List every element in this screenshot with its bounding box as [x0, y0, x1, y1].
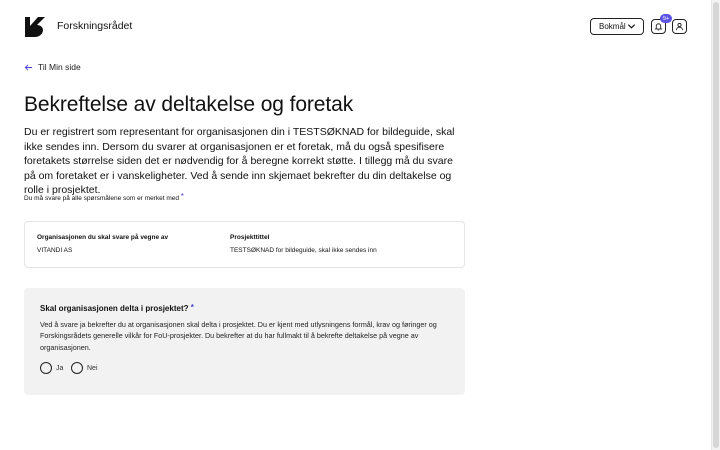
- radio-nei[interactable]: [71, 362, 83, 374]
- participation-question: [24, 288, 465, 395]
- required-star: *: [180, 192, 184, 201]
- intro-text: Du er registrert som representant for organisasjonen din i TESTSØKNAD for bildeguide, skal ikke sendes inn. Dersom du svarer at organisasjonen er et foretak, må du også spesifisere foretakets størrelse siden det er nødvendig for å beregne korrekt støtte. I tillegg må du svare på om foretaket er i vanskeligheter. Ved å sende inn skjemaet bekrefter du din deltakelse og rolle i prosjektet.: [24, 126, 455, 197]
- required-note: [24, 192, 184, 202]
- organisation-value: VITANDI AS: [37, 247, 73, 254]
- forskningsradet-logo[interactable]: [24, 16, 46, 38]
- radio-option-ja[interactable]: [40, 362, 63, 374]
- language-value: Bokmål: [599, 22, 626, 31]
- scrollbar-thumb[interactable]: [713, 2, 719, 448]
- back-link[interactable]: [24, 62, 81, 72]
- organisation-label: Organisasjonen du skal svare på vegne av: [37, 234, 169, 241]
- project-title-value: TESTSØKNAD for bildeguide, skal ikke sendes inn: [230, 247, 377, 254]
- language-select[interactable]: [590, 18, 644, 35]
- project-info: [230, 234, 377, 254]
- project-title-label: Prosjekttittel: [230, 234, 270, 241]
- page-title: Bekreftelse av deltakelse og foretak: [24, 93, 354, 116]
- brand-name[interactable]: Forskningsrådet: [57, 20, 133, 32]
- radio-ja-label: Ja: [56, 364, 64, 372]
- radio-nei-label: Nei: [87, 364, 98, 372]
- chevron-down-icon: [627, 22, 636, 31]
- required-note-text: Du må svare på alle spørsmålene som er merket med: [24, 195, 179, 202]
- application-info-box: [24, 221, 465, 268]
- question-title-text: Skal organisasjonen delta i prosjektet?: [40, 304, 189, 313]
- radio-ja[interactable]: [40, 362, 52, 374]
- radio-option-nei[interactable]: [71, 362, 98, 374]
- user-menu-button[interactable]: [672, 19, 687, 34]
- question-required-star: *: [190, 303, 194, 312]
- notification-badge: 9+: [660, 14, 672, 23]
- bell-icon: [654, 22, 663, 31]
- question-description: Ved å svare ja bekrefter du at organisasjonen skal delta i prosjektet. Du er kjent med utlysningens formål, krav og føringer og Forskingsrådets generelle vilkår for FoU-prosjekter. Du bekrefter at du har fullmakt til å bekrefte deltakelse på vegne av organisasjonen.: [40, 320, 437, 352]
- question-title: [40, 303, 194, 313]
- arrow-left-icon: [24, 63, 33, 72]
- organisation-info: [37, 234, 168, 254]
- user-icon: [675, 22, 684, 31]
- page-scrollbar[interactable]: [711, 0, 720, 450]
- site-header: [0, 0, 711, 52]
- back-link-label: Til Min side: [38, 62, 81, 72]
